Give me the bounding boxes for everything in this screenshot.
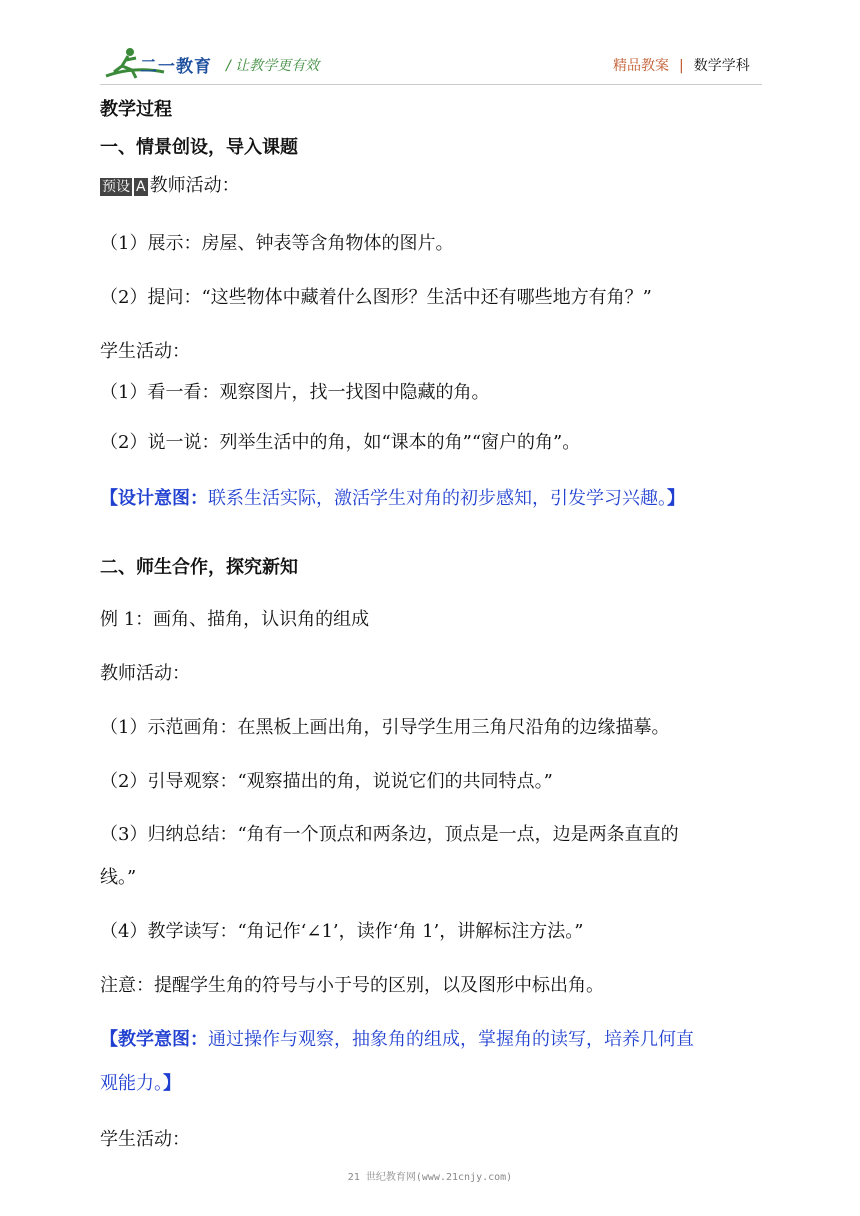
intent-label: 【设计意图：: [100, 488, 208, 509]
intent-text: 联系生活实际，激活学生对角的初步感知，引发学习兴趣。: [208, 488, 667, 509]
design-intent-1: [100, 484, 685, 510]
teacher-step-1: （1）示范画角：在黑板上画出角，引导学生用三角尺沿角的边缘描摹。: [100, 717, 670, 738]
teacher-activity-row: [100, 171, 240, 197]
intent2-label: 【教学意图：: [100, 1029, 208, 1050]
preset-badge: 预设: [102, 179, 130, 195]
header-right: [613, 55, 750, 75]
header-tag: 精品教案: [613, 58, 669, 74]
student-activity-label: 学生活动：: [100, 341, 190, 362]
header-subject: 数学学科: [693, 58, 750, 74]
teacher-step-4: （4）教学读写：“角记作‘∠1’，读作‘角 1’，讲解标注方法。”: [100, 921, 584, 942]
teacher-step-2: （2）引导观察：“观察描出的角，说说它们的共同特点。”: [100, 771, 553, 792]
section-heading-1: 一、情景创设，导入课题: [100, 137, 298, 158]
note-text: 注意：提醒学生角的符号与小于号的区别，以及图形中标出角。: [100, 975, 604, 996]
header-separator: |: [679, 58, 684, 74]
page-header: [0, 0, 860, 90]
intent-end: 】: [667, 488, 685, 509]
teacher-step-3-cont: 线。”: [100, 867, 137, 888]
page-title: 教学过程: [100, 99, 172, 120]
page-footer: 21 世纪教育网(www.21cnjy.com): [347, 1172, 513, 1183]
design-intent-2-cont: [100, 1069, 181, 1095]
teacher-activity-label-2: 教师活动：: [100, 663, 190, 684]
intent2-end: 】: [163, 1073, 181, 1094]
preset-level-badge: A: [136, 179, 146, 195]
teacher-step-3: （3）归纳总结：“角有一个顶点和两条边，顶点是一点，边是两条直直的: [100, 824, 679, 845]
section-heading-2: 二、师生合作，探究新知: [100, 557, 298, 578]
teacher-activity-label: 教师活动：: [149, 175, 240, 196]
student-item-2: （2）说一说：列举生活中的角，如“课本的角”“窗户的角”。: [100, 432, 581, 453]
intent2-text: 通过操作与观察，抽象角的组成，掌握角的读写，培养几何直: [208, 1029, 694, 1050]
design-intent-2: [100, 1025, 694, 1051]
intent2-text-cont: 观能力。: [100, 1073, 163, 1094]
logo-text: 二一教育: [140, 57, 212, 77]
header-divider: [100, 84, 762, 85]
example-heading: 例 1：画角、描角，认识角的组成: [100, 609, 370, 630]
slogan: / 让教学更有效: [226, 58, 320, 74]
teacher-item-2: （2）提问：“这些物体中藏着什么图形？生活中还有哪些地方有角？”: [100, 287, 652, 308]
student-activity-label-2: 学生活动：: [100, 1129, 190, 1150]
student-item-1: （1）看一看：观察图片，找一找图中隐藏的角。: [100, 382, 490, 403]
teacher-item-1: （1）展示：房屋、钟表等含角物体的图片。: [100, 233, 454, 254]
